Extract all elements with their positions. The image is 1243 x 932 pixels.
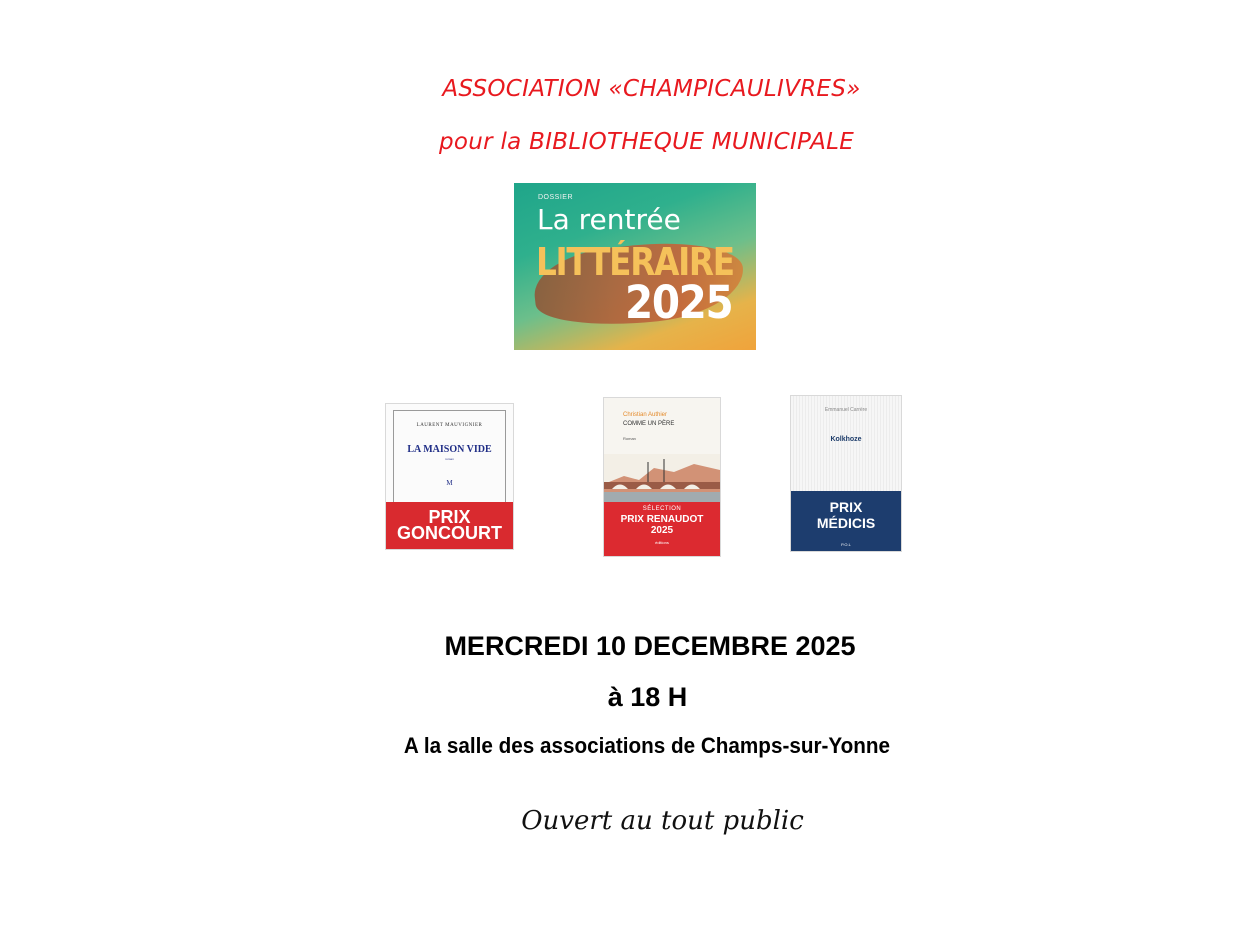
- prize-band-line-2: 2025: [650, 525, 674, 536]
- prize-band: [604, 502, 720, 556]
- book-genre: Roman: [623, 436, 636, 441]
- book-author: LAURENT MAUVIGNIER: [416, 423, 483, 428]
- event-audience: Ouvert au tout public: [521, 806, 804, 836]
- prize-band: [386, 502, 513, 549]
- prize-band-line-1: PRIX: [428, 507, 471, 527]
- book-title: Kolkhoze: [830, 436, 862, 443]
- prize-band-line-1: PRIX: [829, 499, 863, 515]
- prize-band-line-2: GONCOURT: [397, 523, 502, 543]
- event-date: MERCREDI 10 DECEMBRE 2025: [444, 631, 856, 661]
- banner-kicker: DOSSIER: [538, 194, 574, 201]
- publisher-logo: M: [446, 479, 453, 487]
- event-time: à 18 H: [607, 682, 688, 712]
- library-subtitle: pour la BIBLIOTHEQUE MUNICIPALE: [438, 129, 855, 155]
- association-title: ASSOCIATION «CHAMPICAULIVRES»: [442, 76, 861, 102]
- prize-band-selection: SÉLECTION: [642, 506, 682, 512]
- book-genre: roman: [445, 457, 454, 461]
- book-author: Emmanuel Carrère: [824, 407, 868, 413]
- prize-band-line-1: PRIX RENAUDOT: [620, 514, 704, 525]
- banner-line-2: LITTÉRAIRE: [536, 240, 734, 284]
- banner-year: 2025: [625, 276, 733, 329]
- rentree-litteraire-banner: [514, 183, 756, 350]
- publisher-name: P.O.L: [841, 542, 851, 547]
- banner-line-1: La rentrée: [537, 203, 681, 236]
- book-title: COMME UN PÈRE: [623, 421, 675, 427]
- book-cover-goncourt: [386, 404, 513, 549]
- event-place: A la salle des associations de Champs-sur-Yonne: [403, 733, 891, 758]
- book-title: LA MAISON VIDE: [407, 444, 492, 455]
- publisher-name: éditions: [655, 540, 669, 545]
- book-cover-renaudot: [604, 398, 720, 556]
- bridge-illustration: [604, 454, 720, 502]
- book-author: Christian Authier: [623, 412, 668, 418]
- book-cover-medicis: [791, 396, 901, 551]
- prize-band: [791, 491, 901, 551]
- prize-band-line-2: MÉDICIS: [816, 515, 876, 531]
